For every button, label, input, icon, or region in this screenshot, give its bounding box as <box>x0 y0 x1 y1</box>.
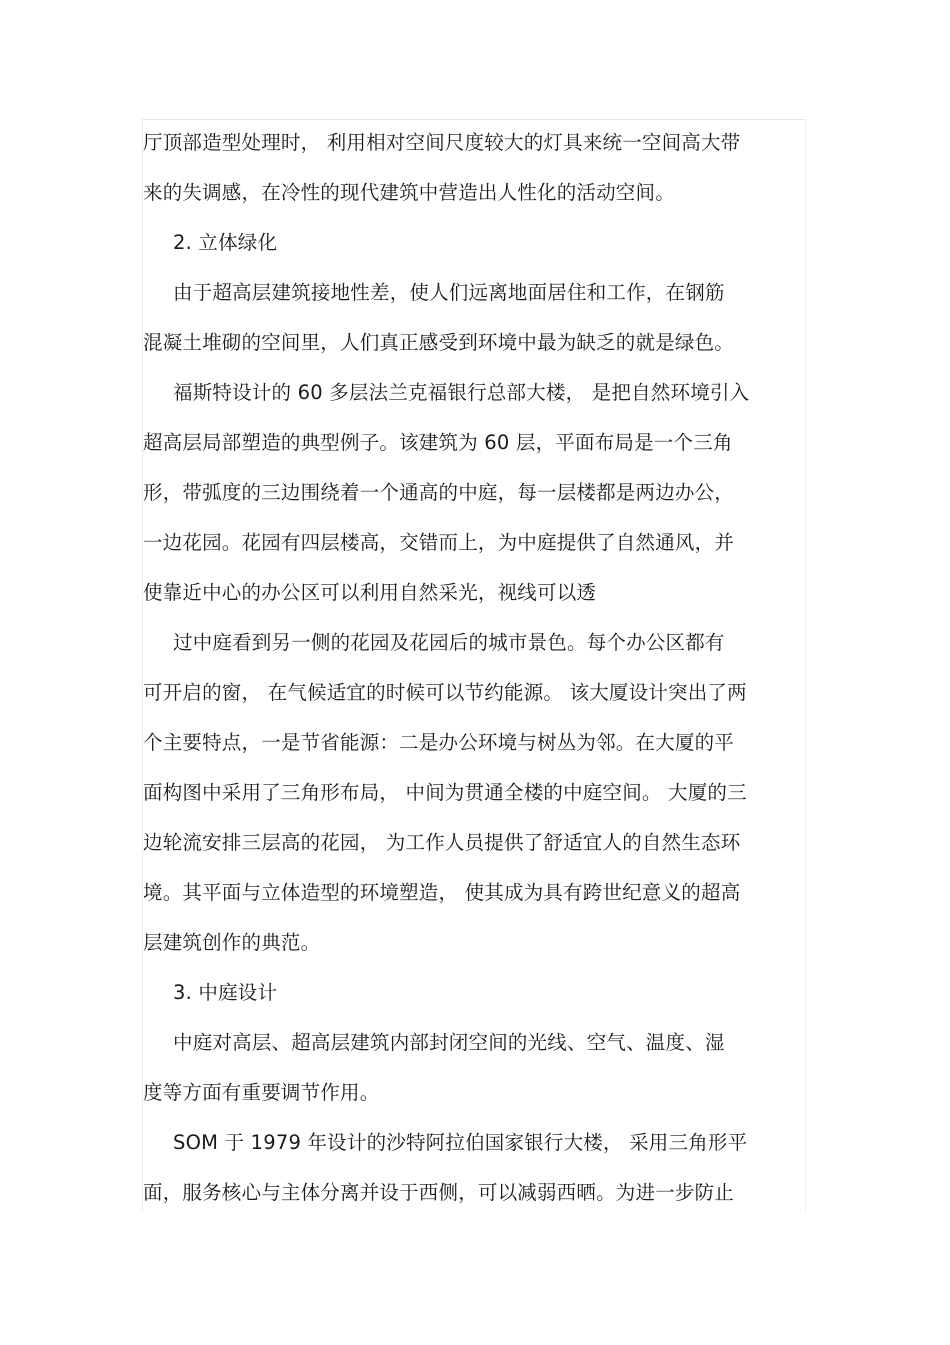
text-line: 一边花园。花园有四层楼高，交错而上，为中庭提供了自然通风，并 <box>143 531 735 554</box>
text-line: SOM 于 1979 年设计的沙特阿拉伯国家银行大楼， 采用三角形平 <box>173 1131 748 1154</box>
text-line: 使靠近中心的办公区可以利用自然采光，视线可以透 <box>143 581 597 604</box>
text-line: 境。其平面与立体造型的环境塑造， 使其成为具有跨世纪意义的超高 <box>143 881 741 904</box>
text-line: 可开启的窗， 在气候适宜的时候可以节约能源。 该大厦设计突出了两 <box>143 681 747 704</box>
text-line: 混凝土堆砌的空间里，人们真正感受到环境中最为缺乏的就是绿色。 <box>143 331 735 354</box>
text-line: 超高层局部塑造的典型例子。该建筑为 60 层，平面布局是一个三角 <box>143 431 733 454</box>
section-heading: 3. 中庭设计 <box>173 981 278 1004</box>
text-line: 厅顶部造型处理时， 利用相对空间尺度较大的灯具来统一空间高大带 <box>143 131 741 154</box>
text-line: 由于超高层建筑接地性差，使人们远离地面居住和工作，在钢筋 <box>173 281 725 304</box>
text-line: 中庭对高层、超高层建筑内部封闭空间的光线、空气、温度、湿 <box>173 1031 725 1054</box>
text-line: 层建筑创作的典范。 <box>143 931 321 954</box>
text-line: 个主要特点，一是节省能源：二是办公环境与树丛为邻。在大厦的平 <box>143 731 735 754</box>
text-line: 面构图中采用了三角形布局， 中间为贯通全楼的中庭空间。 大厦的三 <box>143 781 747 804</box>
text-line: 度等方面有重要调节作用。 <box>143 1081 380 1104</box>
section-heading: 2. 立体绿化 <box>173 231 278 254</box>
text-line: 边轮流安排三层高的花园， 为工作人员提供了舒适宜人的自然生态环 <box>143 831 741 854</box>
text-line: 形，带弧度的三边围绕着一个通高的中庭，每一层楼都是两边办公， <box>143 481 735 504</box>
text-line: 面，服务核心与主体分离并设于西侧，可以减弱西晒。为进一步防止 <box>143 1181 735 1204</box>
text-line: 过中庭看到另一侧的花园及花园后的城市景色。每个办公区都有 <box>173 631 725 654</box>
text-line: 来的失调感，在冷性的现代建筑中营造出人性化的活动空间。 <box>143 181 675 204</box>
text-line: 福斯特设计的 60 多层法兰克福银行总部大楼， 是把自然环境引入 <box>173 381 750 404</box>
